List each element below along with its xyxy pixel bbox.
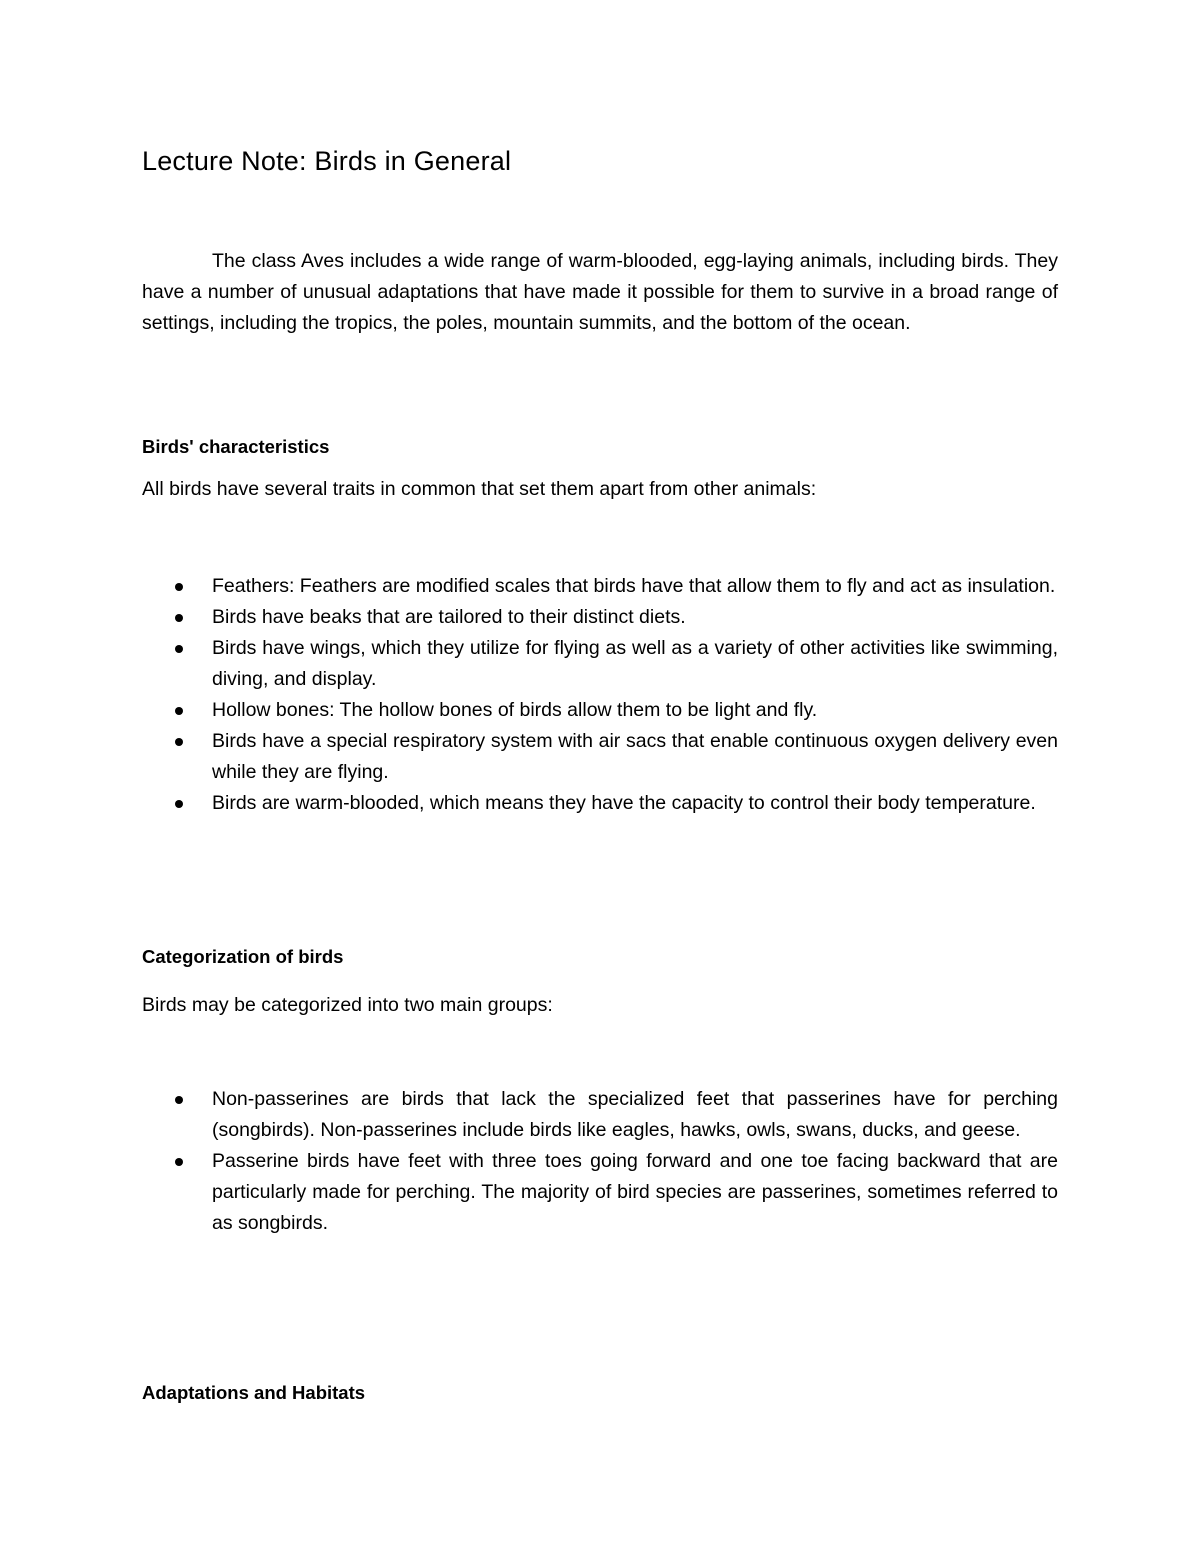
- bullet-icon: [175, 738, 183, 746]
- list-item-text: Passerine birds have feet with three toes going forward and one toe facing backward that are particularly made for perching. The majority of bird species are passerines, sometimes referred to as songbirds.: [212, 1150, 1058, 1234]
- bullet-icon: [175, 645, 183, 653]
- list-item: [142, 695, 1058, 726]
- intro-paragraph: The class Aves includes a wide range of warm-blooded, egg-laying animals, including birds. They have a number of unusual adaptations that have made it possible for them to survive in a broad range of settings, including the tropics, the poles, mountain summits, and the bottom of the ocean.: [142, 250, 1058, 334]
- list-item: [142, 726, 1058, 788]
- list-item-text: Birds have a special respiratory system with air sacs that enable continuous oxygen delivery even while they are flying.: [212, 730, 1058, 783]
- list-item: [142, 1146, 1058, 1239]
- section-heading-categorization: Categorization of birds: [142, 946, 344, 967]
- characteristics-list: [142, 571, 1058, 819]
- bullet-icon: [175, 800, 183, 808]
- list-item: [142, 1084, 1058, 1146]
- bullet-icon: [175, 707, 183, 715]
- list-item-text: Birds are warm-blooded, which means they have the capacity to control their body temperature.: [212, 792, 1036, 814]
- list-item-text: Birds have wings, which they utilize for flying as well as a variety of other activities like swimming, diving, and display.: [212, 637, 1058, 690]
- categorization-list: [142, 1084, 1058, 1239]
- list-item: [142, 602, 1058, 633]
- list-item: [142, 571, 1058, 602]
- list-item: [142, 633, 1058, 695]
- list-item-text: Feathers: Feathers are modified scales that birds have that allow them to fly and act as insulation.: [212, 575, 1056, 597]
- bullet-icon: [175, 1158, 183, 1166]
- list-item-text: Birds have beaks that are tailored to their distinct diets.: [212, 606, 686, 628]
- section-lead-categorization: Birds may be categorized into two main groups:: [142, 994, 553, 1016]
- section-heading-adaptations: Adaptations and Habitats: [142, 1382, 366, 1403]
- list-item-text: Hollow bones: The hollow bones of birds allow them to be light and fly.: [212, 699, 818, 721]
- page-title: Lecture Note: Birds in General: [142, 146, 512, 176]
- bullet-icon: [175, 583, 183, 591]
- section-lead-characteristics: All birds have several traits in common that set them apart from other animals:: [142, 478, 817, 500]
- section-heading-characteristics: Birds' characteristics: [142, 436, 330, 457]
- bullet-icon: [175, 614, 183, 622]
- list-item-text: Non-passerines are birds that lack the specialized feet that passerines have for perching (songbirds). Non-passerines include birds like eagles, hawks, owls, swans, ducks, and geese.: [212, 1088, 1058, 1141]
- list-item: [142, 788, 1058, 819]
- bullet-icon: [175, 1096, 183, 1104]
